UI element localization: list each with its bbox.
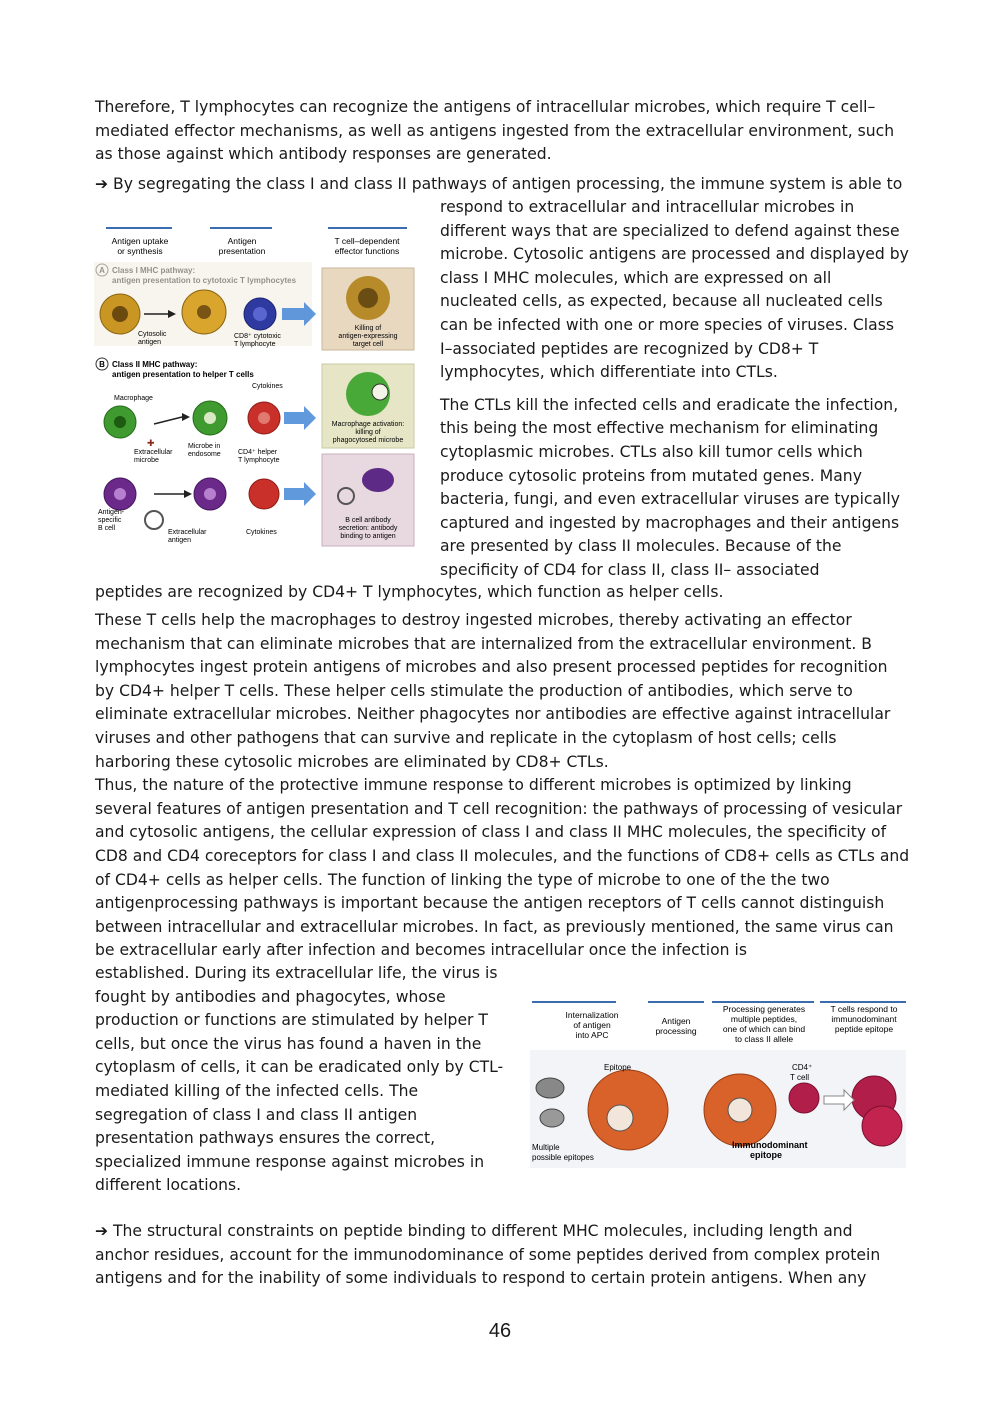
fig1-cd4-label-2: T lymphocyte <box>238 457 280 464</box>
fig2-header1-line2: of antigen <box>573 1020 611 1030</box>
paragraph-structural-constraints: ➔ The structural constraints on peptide binding to different MHC molecules, including length and anchor residues, account for the immunodominance of some peptides derived from complex protein antigens and for the inability of some individuals to respond to certain protein antigens. When any <box>95 1222 881 1288</box>
page-number: 46 <box>488 1320 512 1342</box>
fig1-col2-label-2: presentation <box>218 246 266 256</box>
fig1-b-cell-label-2: specific <box>98 517 122 524</box>
fig1-col1-label-1: Antigen uptake <box>111 236 169 246</box>
fig1-helper-t-cell <box>249 479 279 509</box>
fig2-immunodominant-label-1: Immunodominant <box>732 1140 808 1150</box>
fig1-antibody-label-2: secretion: antibody <box>338 525 398 532</box>
paragraph-ctl-killing: The CTLs kill the infected cells and eradicate the infection, this being the most effective mechanism for eliminating cytoplasmic microbes. CTLs also kill tumor cells which produce cytosolic proteins from mutated genes. Many bacteria, fungi, and even extracellular viruses are typically captured and ingested by macrophages and their antigens are presented by class II molecules. Because of the specificity of CD4 for class II, class II– associated <box>440 395 900 579</box>
fig1-cytokines-top-label: Cytokines <box>252 383 283 390</box>
paragraph-cd4-line: peptides are recognized by CD4+ T lymphocytes, which function as helper cells. <box>95 583 724 601</box>
fig1-extracellular-microbe-label-1: Extracellular <box>134 449 173 456</box>
fig1-cytosolic-label-2: antigen <box>138 339 161 346</box>
fig1-cd4-label-1: CD4⁺ helper <box>238 449 278 456</box>
fig1-cytosolic-label-1: Cytosolic <box>138 331 167 338</box>
paragraph-class-pathways: respond to extracellular and intracellular microbes in different ways that are specialized to defend against these microbe. Cytosolic antigens are processed and displayed by class I MHC molecules, which are expressed on all nucleated cells, as expected, because all nucleated cells can be infected with one or more species of viruses. Class I–associated peptides are recognized by CD8+ T lymphocytes, which differentiate into CTLs. <box>440 198 909 382</box>
fig1-col1-label-2: or synthesis <box>117 246 163 256</box>
fig1-extracellular-microbe-label-2: microbe <box>134 457 159 464</box>
fig2-header3-line1: Processing generates <box>722 1004 806 1014</box>
fig1-antibody-label-1: B cell antibody <box>345 517 391 524</box>
fig1-activation-label-2: killing of <box>355 429 381 436</box>
fig2-cd4-t-cell <box>789 1083 819 1113</box>
figure-mhc-pathways <box>92 222 422 550</box>
fig1-activation-label-1: Macrophage activation: <box>331 421 405 428</box>
fig1-cd8-label-2: T lymphocyte <box>234 341 276 348</box>
fig2-header2-line1: Antigen <box>661 1016 691 1026</box>
fig2-cd4-label-1: CD4⁺ <box>792 1063 813 1072</box>
fig2-epitope-label: Epitope <box>604 1063 632 1072</box>
fig2-header4-line1: T cells respond to <box>830 1004 898 1014</box>
fig2-multiple-label-2: possible epitopes <box>532 1153 594 1162</box>
fig1-extracellular-antigen-label-1: Extracellular <box>168 529 207 536</box>
fig2-header4-line3: peptide epitope <box>834 1024 894 1034</box>
fig2-header3-line4: to class II allele <box>734 1034 794 1044</box>
fig1-antibody-label-3: binding to antigen <box>340 533 396 540</box>
fig1-pathway-b-title-1: Class II MHC pathway: <box>112 360 198 369</box>
fig2-antigen <box>536 1078 564 1098</box>
fig1-macrophage-label: Macrophage <box>114 395 153 402</box>
fig2-cd4-label-2: T cell <box>790 1073 809 1082</box>
fig2-header3-line3: one of which can bind <box>722 1024 806 1034</box>
fig1-activation-label-3: phagocytosed microbe <box>332 437 404 444</box>
fig1-extracellular-antigen-label-2: antigen <box>168 537 191 544</box>
fig2-header1-line1: Internalization <box>565 1010 619 1020</box>
paragraph-protective-response: Thus, the nature of the protective immune response to different microbes is optimized by linking several features of antigen presentation and T cell recognition: the pathways of processing of vesicular and cytosolic antigens, the cellular expression of class I and class II MHC molecules, the specificity of CD8 and CD4 coreceptors for class I and class II molecules, and the functions of CD8+ cells as CTLs and of CD4+ cells as helper cells. The function of linking the type of microbe to one of the the two antigenprocessing pathways is important because the antigen receptors of T cells cannot distinguish between intracellular and extracellular microbes. In fact, as previously mentioned, the same virus can be extracellular early after infection and becomes intracellular once the infection is <box>95 776 910 960</box>
fig1-col3-label-1: T cell–dependent <box>334 236 400 246</box>
fig2-header1-line3: into APC <box>575 1030 609 1040</box>
fig1-killing-label-3: target cell <box>352 341 384 348</box>
fig1-killing-label-1: Killing of <box>354 325 382 332</box>
fig1-pathway-b-title-2: antigen presentation to helper T cells <box>112 370 254 379</box>
fig1-pathway-b-letter: B <box>99 360 105 369</box>
fig1-cd8-label-1: CD8⁺ cytotoxic <box>234 333 281 340</box>
fig1-cytokines-bottom-label: Cytokines <box>246 529 277 536</box>
fig2-header4-line2: immunodominant <box>831 1014 897 1024</box>
fig1-endosome-label-1: Microbe in <box>188 443 221 450</box>
wrapped-text-column <box>440 196 910 583</box>
paragraph-intro: Therefore, T lymphocytes can recognize the antigens of intracellular microbes, which require T cell–mediated effector mechanisms, as well as antigens ingested from the extracellular environment, such as those against which antibody responses are generated. <box>95 98 895 164</box>
fig1-col2-label-1: Antigen <box>227 236 257 246</box>
fig2-header3-line2: multiple peptides, <box>730 1014 798 1024</box>
svg-text:✚: ✚ <box>147 438 155 448</box>
fig1-b-cell-label-3: B cell <box>98 525 116 532</box>
fig1-killing-label-2: antigen-expressing <box>338 333 398 340</box>
fig1-col3-label-2: effector functions <box>334 246 400 256</box>
fig1-b-cell-label-1: Antigen- <box>98 509 125 516</box>
fig2-header2-line2: processing <box>655 1026 697 1036</box>
paragraph-helper-cells-text: These T cells help the macrophages to destroy ingested microbes, thereby activating an effector mechanism that can eliminate microbes that are internalized from the extracellular environment. B lymphocytes ingest protein antigens of microbes and also present processed peptides for recognition by CD4+ helper T cells. These helper cells stimulate the production of antibodies, which serve to eliminate extracellular microbes. Neither phagocytes nor antibodies are effective against intracellular viruses and other pathogens that can survive and replicate in the cytoplasm of host cells; cells harboring these cytosolic microbes are eliminated by CD8+ CTLs. <box>95 611 891 771</box>
paragraph-segregation-lead: ➔ By segregating the class I and class II pathways of antigen processing, the immune system is able to <box>95 175 903 193</box>
fig1-endosome-label-2: endosome <box>188 451 221 458</box>
fig2-multiple-label-1: Multiple <box>532 1143 560 1152</box>
fig2-immunodominant-label-2: epitope <box>750 1150 783 1160</box>
paragraph-helper-cells <box>95 609 910 963</box>
figure-immunodominance <box>528 998 908 1170</box>
paragraph-virus-life: established. During its extracellular life, the virus is fought by antibodies and phagocytes, whose production or functions are stimulated by helper T cells, but once the virus has found a haven in the cytoplasm of cells, it can be eradicated only by CTL-mediated killing of the infected cells. The segregation of class I and class II antigen presentation pathways ensures the correct, specialized immune response against microbes in different locations. <box>95 964 504 1195</box>
